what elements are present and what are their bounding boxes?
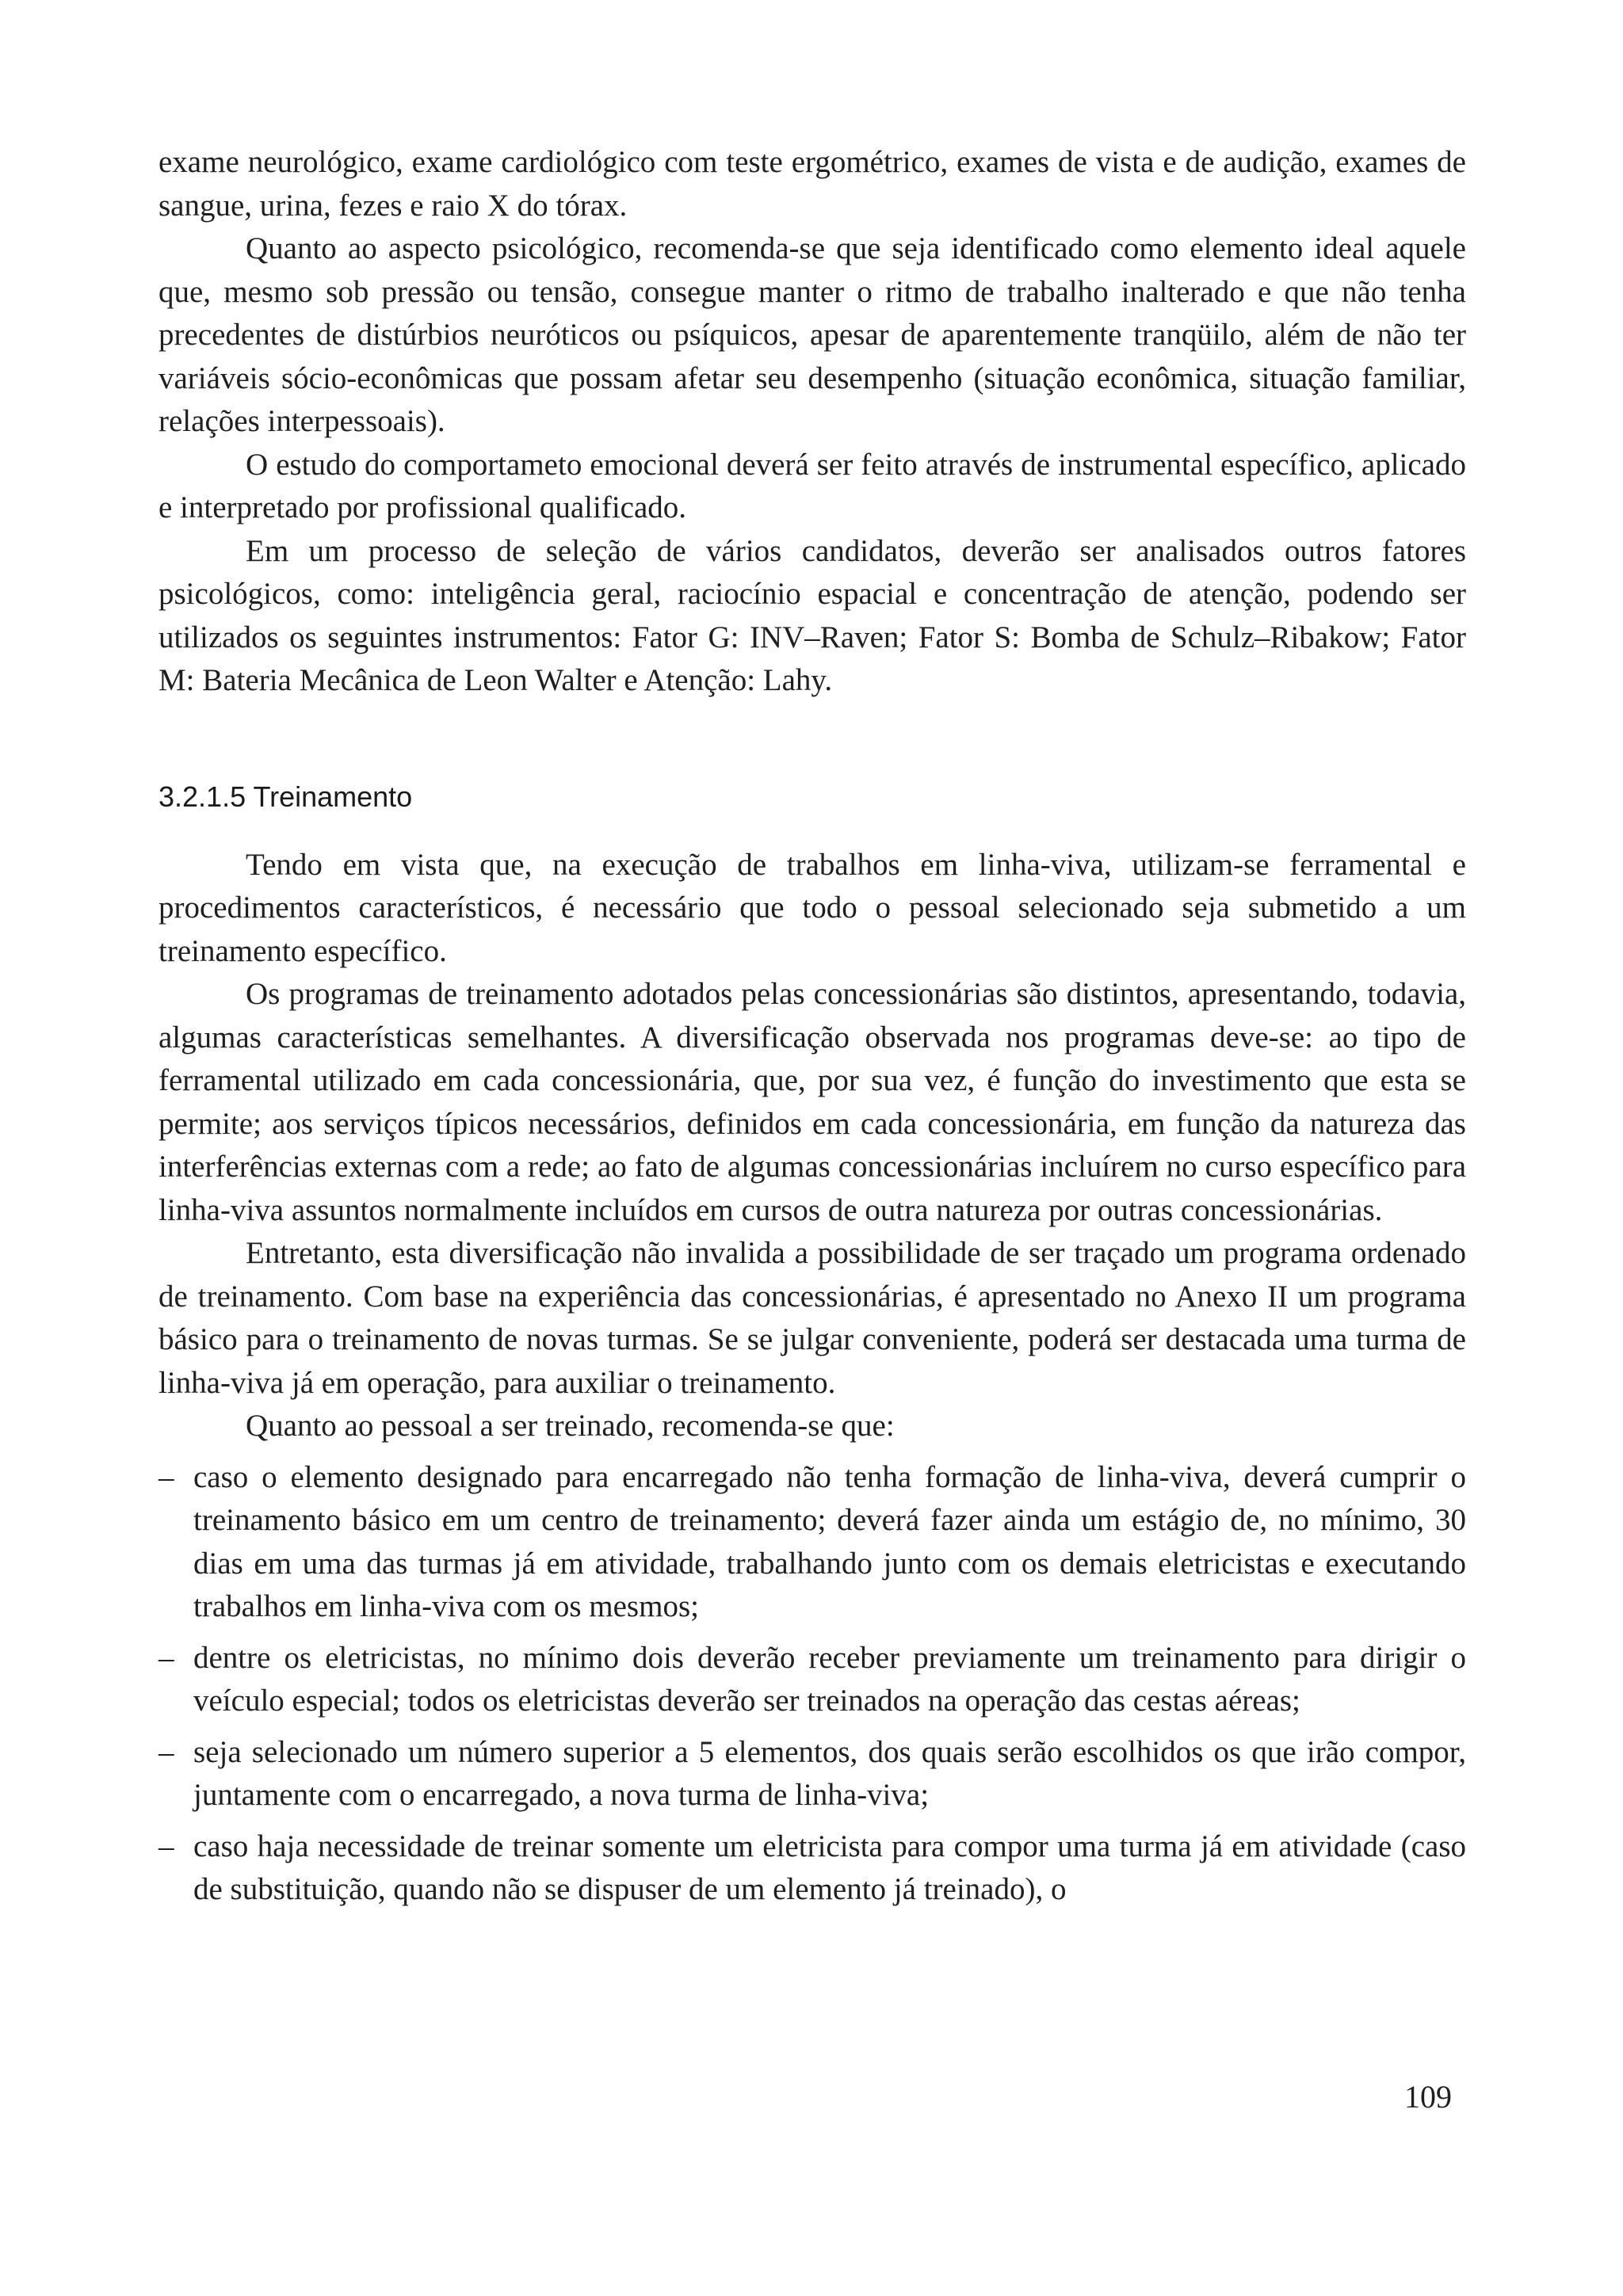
list-item-text: caso o elemento designado para encarregado não tenha formação de linha-viva, deverá cumprir o treinamento básico em um centro de treinamento; deverá fazer ainda um estágio de, no mínimo, 30 dias em uma das turmas já em atividade, trabalhando junto com os demais eletricistas e executando trabalhos em linha-viva com os mesmos; bbox=[193, 1459, 1466, 1623]
paragraph: O estudo do comportameto emocional deverá ser feito através de instrumental específico, aplicado e interpretado por profissional qualificado. bbox=[158, 447, 1466, 524]
page-number: 109 bbox=[1404, 2079, 1452, 2115]
intro-block bbox=[158, 141, 1466, 703]
paragraph: Quanto ao pessoal a ser treinado, recomenda-se que: bbox=[246, 1409, 895, 1443]
dash-marker: – bbox=[158, 1734, 174, 1769]
list-item-text: seja selecionado um número superior a 5 elementos, dos quais serão escolhidos os que irão compor, juntamente com o encarregado, a nova turma de linha-viva; bbox=[193, 1734, 1466, 1812]
paragraph: Os programas de treinamento adotados pelas concessionárias são distintos, apresentando, todavia, algumas características semelhantes. A diversificação observada nos programas deve-se: ao tipo de ferramental utilizado em cada concessionária, que, por sua vez, é função do investimento que esta se permite; aos serviços típicos necessários, definidos em cada concessionária, em função da natureza das interferências externas com a rede; ao fato de algumas concessionárias incluírem no curso específico para linha-viva assuntos normalmente incluídos em cursos de outra natureza por outras concessionárias. bbox=[158, 977, 1466, 1227]
recommendation-list bbox=[158, 1456, 1466, 1912]
list-item-text: dentre os eletricistas, no mínimo dois deverão receber previamente um treinamento para dirigir o veículo especial; todos os eletricistas deverão ser treinados na operação das cestas aéreas; bbox=[193, 1640, 1466, 1718]
paragraph: exame neurológico, exame cardiológico com teste ergométrico, exames de vista e de audição, exames de sangue, urina, fezes e raio X do tórax. bbox=[158, 145, 1466, 223]
document-page bbox=[158, 141, 1466, 1920]
dash-marker: – bbox=[158, 1640, 174, 1675]
section-heading: 3.2.1.5 Treinamento bbox=[158, 780, 413, 813]
paragraph: Em um processo de seleção de vários candidatos, deverão ser analisados outros fatores psicológicos, como: inteligência geral, raciocínio espacial e concentração de atenção, podendo ser utilizados os seguintes instrumentos: Fator G: INV–Raven; Fator S: Bomba de Schulz–Ribakow; Fator M: Bateria Mecânica de Leon Walter e Atenção: Lahy. bbox=[158, 533, 1466, 697]
paragraph: Entretanto, esta diversificação não invalida a possibilidade de ser traçado um programa ordenado de treinamento. Com base na experiência das concessionárias, é apresentado no Anexo II um programa básico para o treinamento de novas turmas. Se se julgar conveniente, poderá ser destacada uma turma de linha-viva já em operação, para auxiliar o treinamento. bbox=[158, 1236, 1466, 1400]
list-item bbox=[158, 1456, 1466, 1629]
list-item-text: caso haja necessidade de treinar somente um eletricista para compor uma turma já em atividade (caso de substituição, quando não se dispuser de um elemento já treinado), o bbox=[193, 1829, 1466, 1906]
section-body bbox=[158, 844, 1466, 1448]
dash-marker: – bbox=[158, 1459, 174, 1494]
paragraph: Quanto ao aspecto psicológico, recomenda-se que seja identificado como elemento ideal aquele que, mesmo sob pressão ou tensão, consegue manter o ritmo de trabalho inalterado e que não tenha precedentes de distúrbios neuróticos ou psíquicos, apesar de aparentemente tranqüilo, além de não ter variáveis sócio-econômicas que possam afetar seu desempenho (situação econômica, situação familiar, relações interpessoais). bbox=[158, 231, 1466, 438]
list-item bbox=[158, 1731, 1466, 1817]
dash-marker: – bbox=[158, 1829, 174, 1863]
list-item bbox=[158, 1825, 1466, 1912]
list-item bbox=[158, 1637, 1466, 1723]
paragraph: Tendo em vista que, na execução de trabalhos em linha-viva, utilizam-se ferramental e procedimentos característicos, é necessário que todo o pessoal selecionado seja submetido a um treinamento específico. bbox=[158, 847, 1466, 968]
